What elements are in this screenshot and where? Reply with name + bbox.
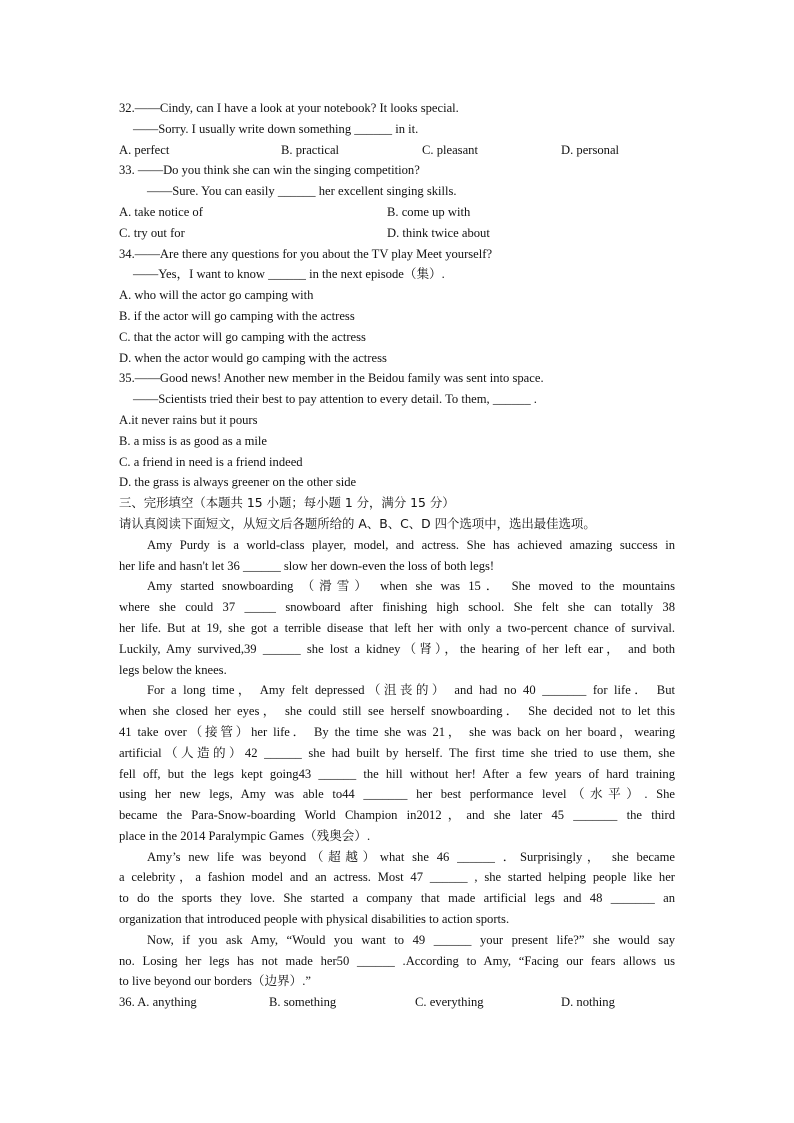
option-a: A. take notice of	[119, 204, 203, 219]
passage-line: when she closed her eyes， she could still see herself snowboarding． She decided not to let this	[119, 704, 675, 719]
option-c: C. pleasant	[422, 142, 478, 157]
option-b: B. if the actor will go camping with the actress	[119, 308, 355, 323]
question-35	[119, 368, 675, 493]
passage-line: legs below the knees.	[119, 662, 227, 677]
paragraph-3	[119, 680, 675, 846]
option-a: 36. A. anything	[119, 995, 197, 1010]
option-b: B. a miss is as good as a mile	[119, 433, 267, 448]
passage-line: to do the sports they love. She started a company that made artificial legs and 48 _______ an	[119, 891, 675, 906]
passage-line: fell off, but the legs kept going43 ______ the hill without her! After a few years of hard training	[119, 766, 675, 781]
option-c: C. everything	[415, 995, 484, 1010]
question-33-options-row1	[119, 202, 675, 223]
option-b: B. something	[269, 995, 337, 1010]
question-34-prompt: 34.——Are there any questions for you about the TV play Meet yourself?	[119, 246, 493, 261]
question-33-options-row2	[119, 223, 675, 244]
option-d: D. personal	[561, 142, 620, 157]
option-c: C. that the actor will go camping with the actress	[119, 329, 366, 344]
passage-line: a celebrity，a fashion model and an actress. Most 47 ______ , she started helping people like her	[119, 870, 675, 885]
option-a: A. who will the actor go camping with	[119, 288, 314, 303]
option-c: C. a friend in need is a friend indeed	[119, 454, 303, 469]
section-heading: 三、完形填空（本题共 15 小题；每小题 1 分，满分 15 分）	[119, 495, 455, 511]
passage-line: Luckily, Amy survived,39 ______ she lost a kidney（肾），the hearing of her left ear， and both	[119, 641, 675, 656]
paragraph-5	[119, 930, 675, 992]
paragraph-4	[119, 847, 675, 930]
option-a: A.it never rains but it pours	[119, 412, 258, 427]
question-34-reply: ——Yes，I want to know ______ in the next episode（集）.	[133, 267, 445, 282]
question-32-reply: ——Sorry. I usually write down something ______ in it.	[133, 121, 419, 136]
passage-line: using her new legs, Amy was able to44 _______ her best performance level（水平）. She	[119, 787, 675, 802]
option-d: D. nothing	[561, 995, 615, 1010]
question-35-reply: ——Scientists tried their best to pay attention to every detail. To them, ______ .	[133, 392, 537, 407]
section-instruction: 请认真阅读下面短文，从短文后各题所给的 A、B、C、D 四个选项中，选出最佳选项。	[119, 515, 596, 531]
cloze-passage	[119, 535, 675, 993]
question-33-prompt: 33. ——Do you think she can win the singing competition?	[119, 163, 420, 178]
option-d: D. think twice about	[387, 225, 490, 240]
passage-line: Amy Purdy is a world-class player, model, and actress. She has achieved amazing success in	[147, 537, 675, 552]
passage-line: Amy’s new life was beyond（超越）what she 46 ______ ．Surprisingly， she became	[147, 849, 675, 864]
option-d: D. the grass is always greener on the other side	[119, 475, 357, 490]
option-c: C. try out for	[119, 225, 185, 240]
passage-line: became the Para-Snow-boarding World Champion in2012，and she later 45 _______ the third	[119, 808, 675, 823]
question-32-prompt: 32.——Cindy, can I have a look at your notebook? It looks special.	[119, 101, 459, 115]
passage-line: Now, if you ask Amy, “Would you want to 49 ______ your present life?” she would say	[147, 932, 675, 947]
option-a: A. perfect	[119, 142, 170, 157]
passage-line: artificial（人造的）42 ______ she had built by herself. The first time she tried to use them, she	[119, 745, 675, 760]
question-33	[119, 160, 675, 243]
passage-line: where she could 37 _____ snowboard after finishing high school. She felt she can totally 38	[119, 600, 675, 615]
passage-line: her life and hasn't let 36 ______ slow her down-even the loss of both legs!	[119, 558, 495, 573]
passage-line: For a long time， Amy felt depressed（沮丧的） and had no 40 _______ for life． But	[147, 683, 675, 698]
paragraph-2	[119, 576, 675, 680]
exam-page	[119, 98, 675, 1013]
question-34	[119, 244, 675, 369]
option-b: B. come up with	[387, 204, 471, 219]
passage-line: her life. But at 19, she got a terrible disease that left her with only a two-percent chance of survival.	[119, 620, 675, 635]
option-b: B. practical	[281, 142, 340, 157]
passage-line: organization that introduced people with physical disabilities to action sports.	[119, 912, 510, 927]
passage-line: no. Losing her legs has not made her50 ______ .According to Amy, “Facing our fears allows us	[119, 953, 675, 968]
question-35-prompt: 35.——Good news! Another new member in the Beidou family was sent into space.	[119, 371, 544, 386]
passage-line: Amy started snowboarding （滑雪） when she was 15． She moved to the mountains	[147, 579, 675, 594]
question-33-reply: ——Sure. You can easily ______ her excellent singing skills.	[147, 184, 457, 199]
option-d: D. when the actor would go camping with the actress	[119, 350, 387, 365]
question-32-options	[119, 140, 675, 161]
passage-line: 41 take over（接管）her life． By the time she was 21， she was back on her board，wearing	[119, 724, 675, 739]
question-36-options	[119, 992, 675, 1013]
question-32	[119, 98, 675, 160]
passage-line: place in the 2014 Paralympic Games（残奥会）.	[119, 828, 371, 843]
passage-line: to live beyond our borders（边界）.”	[119, 974, 312, 989]
paragraph-1	[119, 535, 675, 577]
